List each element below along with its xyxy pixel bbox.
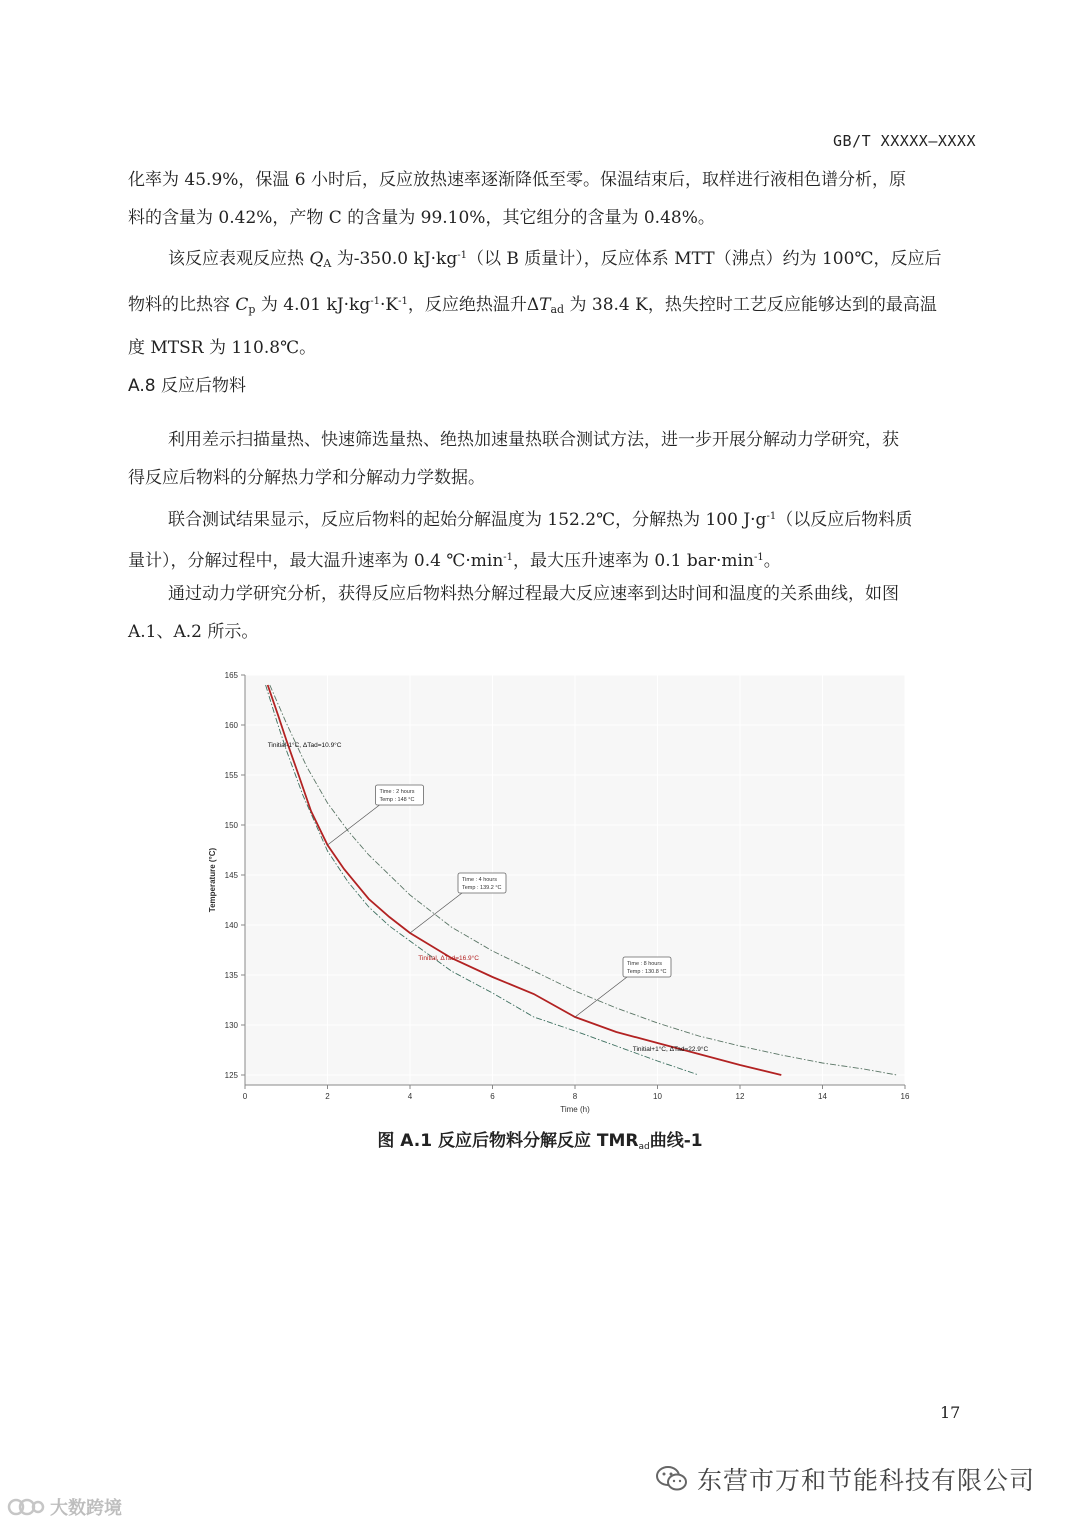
x-tick-label: 0 xyxy=(242,1092,248,1101)
x-tick-label: 16 xyxy=(900,1092,910,1101)
x-tick-label: 10 xyxy=(653,1092,662,1101)
paragraph-5-line-1: 通过动力学研究分析，获得反应后物料热分解过程最大反应速率到达时间和温度的关系曲线，如图 xyxy=(168,584,899,604)
symbol-c-subscript: p xyxy=(248,303,256,316)
text-run: （以 B 质量计），反应体系 MTT（沸点）约为 100℃，反应后 xyxy=(466,249,942,269)
symbol-t-subscript: ad xyxy=(550,303,565,316)
text-run: ，最大压升速率为 0.1 bar·min xyxy=(513,551,754,571)
y-tick-label: 145 xyxy=(224,871,238,880)
symbol-q: Q xyxy=(309,249,324,269)
x-tick-label: 2 xyxy=(325,1092,330,1101)
paragraph-3 xyxy=(128,421,980,497)
paragraph-2-line-1 xyxy=(128,237,980,283)
superscript: -1 xyxy=(370,296,380,307)
symbol-c: C xyxy=(235,295,249,315)
text-run: 。 xyxy=(763,551,781,571)
paragraph-1 xyxy=(128,161,980,237)
paragraph-4-line-1 xyxy=(128,498,980,539)
paragraph-2-line-3: 度 MTSR 为 110.8℃。 xyxy=(128,338,317,358)
y-tick-label: 135 xyxy=(224,971,238,980)
figure-caption-subscript: ad xyxy=(638,1142,650,1152)
wechat-watermark xyxy=(655,1461,1035,1497)
annotation-text-0: Time : 2 hours xyxy=(379,789,415,795)
superscript: -1 xyxy=(753,552,764,563)
y-tick-label: 130 xyxy=(224,1021,238,1030)
figure-caption-suffix: 曲线-1 xyxy=(649,1131,703,1151)
symbol-q-subscript: A xyxy=(323,257,332,270)
paragraph-2 xyxy=(128,237,980,367)
text-run: 为 38.4 K，热失控时工艺反应能够达到的最高温 xyxy=(564,295,937,315)
annotation-text-0: Temp : 148 °C xyxy=(379,797,415,803)
y-tick-label: 150 xyxy=(224,821,238,830)
paragraph-3-line-2: 得反应后物料的分解热力学和分解动力学数据。 xyxy=(128,468,485,488)
text-run: ·K xyxy=(380,295,399,315)
text-run: （以反应后物料质 xyxy=(776,510,913,530)
paragraph-4 xyxy=(128,498,980,580)
superscript: -1 xyxy=(457,250,467,261)
superscript: -1 xyxy=(766,511,777,522)
y-tick-label: 125 xyxy=(224,1071,238,1080)
corner-logo-icon xyxy=(6,1494,46,1520)
superscript: -1 xyxy=(503,552,514,563)
paragraph-3-line-1: 利用差示扫描量热、快速筛选量热、绝热加速量热联合测试方法，进一步开展分解动力学研究，获 xyxy=(168,430,899,450)
x-tick-label: 8 xyxy=(572,1092,578,1101)
y-tick-label: 160 xyxy=(224,721,238,730)
figure-caption xyxy=(0,1126,1080,1152)
text-run: ，反应绝热温升Δ xyxy=(407,295,540,315)
section-heading: A.8 反应后物料 xyxy=(128,376,246,396)
figure-caption-text: 图 A.1 反应后物料分解反应 TMR xyxy=(377,1131,639,1151)
annotation-text-2: Time : 8 hours xyxy=(627,961,662,967)
text-run: 联合测试结果显示，反应后物料的起始分解温度为 152.2℃，分解热为 100 J·g xyxy=(168,510,767,530)
text-run: 该反应表观反应热 xyxy=(168,249,310,269)
tmr-chart xyxy=(205,660,925,1120)
text-run: 量计），分解过程中，最大温升速率为 0.4 ℃·min xyxy=(128,551,504,571)
wechat-account-name: 东营市万和节能科技有限公司 xyxy=(697,1466,1036,1495)
y-tick-label: 165 xyxy=(224,671,238,680)
paragraph-1-line-1: 化率为 45.9%，保温 6 小时后，反应放热速率逐渐降低至零。保温结束后，取样进行液相色谱分析，原 xyxy=(128,170,907,190)
paragraph-5 xyxy=(128,575,980,651)
symbol-t: T xyxy=(539,295,551,315)
annotation-text-1: Temp : 139.2 °C xyxy=(462,885,502,891)
x-tick-label: 6 xyxy=(490,1092,495,1101)
paragraph-5-line-2: A.1、A.2 所示。 xyxy=(128,622,259,642)
x-tick-label: 12 xyxy=(735,1092,745,1101)
page-number: 17 xyxy=(940,1403,961,1422)
tmr-chart-svg xyxy=(205,660,925,1120)
x-tick-label: 14 xyxy=(818,1092,827,1101)
standard-code: GB/T XXXXX—XXXX xyxy=(833,132,976,150)
annotation-text-2: Temp : 130.8 °C xyxy=(627,969,667,975)
wechat-icon xyxy=(655,1464,689,1494)
x-tick-label: 4 xyxy=(407,1092,413,1101)
y-tick-label: 140 xyxy=(224,921,238,930)
text-run: 物料的比热容 xyxy=(128,295,236,315)
curve-label-2: Tinitial+1°C, ΔTad=22.9°C xyxy=(632,1046,709,1053)
curve-label-0: Tinitial-1°C, ΔTad=10.9°C xyxy=(267,742,342,749)
corner-watermark xyxy=(6,1494,122,1520)
x-axis-title: Time (h) xyxy=(560,1105,590,1114)
y-tick-label: 155 xyxy=(224,771,238,780)
annotation-text-1: Time : 4 hours xyxy=(462,877,497,883)
text-run: 为 4.01 kJ·kg xyxy=(255,295,371,315)
y-axis-title: Temperature (°C) xyxy=(208,847,217,913)
curve-label-1: Tinitial, ΔTad=16.9°C xyxy=(418,955,479,962)
paragraph-4-line-2 xyxy=(128,539,980,580)
superscript: -1 xyxy=(398,296,408,307)
corner-watermark-text: 大数跨境 xyxy=(50,1498,122,1519)
paragraph-1-line-2: 料的含量为 0.42%，产物 C 的含量为 99.10%，其它组分的含量为 0.48%。 xyxy=(128,208,715,228)
paragraph-2-line-2 xyxy=(128,283,980,329)
text-run: 为-350.0 kJ·kg xyxy=(331,249,458,269)
